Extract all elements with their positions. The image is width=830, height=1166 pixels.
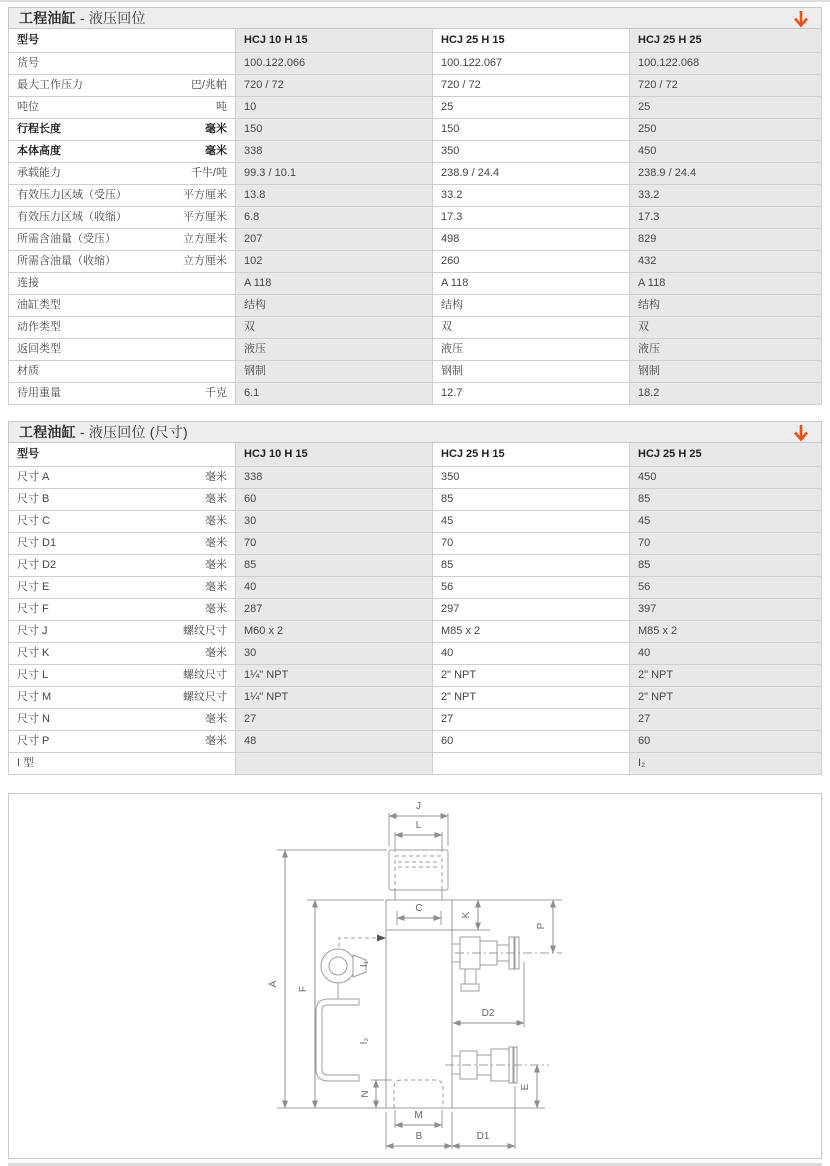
table-row (9, 467, 822, 489)
table-row (9, 533, 822, 555)
row-label: 材质 (17, 365, 39, 377)
table-row (9, 665, 822, 687)
cell-value: 48 (236, 731, 433, 753)
spec-table (8, 28, 822, 405)
model-header: HCJ 25 H 25 (630, 443, 822, 467)
row-unit: 千克 (205, 387, 227, 399)
row-unit: 螺纹尺寸 (183, 669, 227, 681)
cell-value: 18.2 (630, 383, 822, 405)
table-row (9, 643, 822, 665)
table-row (9, 361, 822, 383)
row-label-cell (9, 577, 236, 599)
plunger-neck (395, 890, 442, 900)
table-header-row (9, 29, 822, 53)
cell-value: 297 (433, 599, 630, 621)
table-row (9, 53, 822, 75)
row-label: 尺寸 P (17, 735, 50, 747)
row-label-cell (9, 361, 236, 383)
cell-value: 结构 (433, 295, 630, 317)
model-column-header: 型号 (9, 443, 236, 467)
row-label: 油缸类型 (17, 299, 61, 311)
cell-value: 450 (630, 467, 822, 489)
row-label: 尺寸 F (17, 603, 49, 615)
table-row (9, 273, 822, 295)
cell-value: 27 (236, 709, 433, 731)
section-title-variant: - 液压回位 (75, 10, 146, 26)
cell-value: 498 (433, 229, 630, 251)
row-label: 承载能力 (17, 167, 61, 179)
row-label-cell (9, 467, 236, 489)
cell-value: M85 x 2 (630, 621, 822, 643)
cell-value: 102 (236, 251, 433, 273)
table-row (9, 731, 822, 753)
row-label: 尺寸 B (17, 493, 50, 505)
cell-value: 40 (433, 643, 630, 665)
row-unit: 巴/兆帕 (190, 79, 227, 91)
callout-label-i2: I₂ (359, 1037, 370, 1045)
row-label: 尺寸 M (17, 691, 52, 703)
row-label: 尺寸 D1 (17, 537, 57, 549)
table-row (9, 511, 822, 533)
row-unit: 立方厘米 (183, 255, 227, 267)
row-label-cell (9, 75, 236, 97)
cell-value: 30 (236, 511, 433, 533)
row-label: 尺寸 L (17, 669, 49, 681)
row-label: I 型 (17, 757, 35, 769)
row-label: 所需含油量（受压） (17, 233, 116, 245)
table-row (9, 383, 822, 405)
cell-value: 829 (630, 229, 822, 251)
handle (319, 1002, 359, 1078)
cell-value: 450 (630, 141, 822, 163)
row-label-cell (9, 185, 236, 207)
row-label: 有效压力区域（收缩） (17, 211, 127, 223)
row-label-cell (9, 339, 236, 361)
cell-value: 钢制 (433, 361, 630, 383)
row-label-cell (9, 643, 236, 665)
cell-value: A 118 (236, 273, 433, 295)
cell-value: 56 (433, 577, 630, 599)
cell-value: 双 (630, 317, 822, 339)
table-row (9, 489, 822, 511)
cell-value: 6.1 (236, 383, 433, 405)
row-label-cell (9, 163, 236, 185)
table-row (9, 75, 822, 97)
spec-section-header (8, 7, 822, 29)
cell-value: 85 (433, 555, 630, 577)
dim-label-j: J (416, 801, 421, 812)
leader-arrow (377, 935, 386, 942)
cell-value: 1¼" NPT (236, 665, 433, 687)
cell-value: 60 (433, 731, 630, 753)
row-label-cell (9, 97, 236, 119)
page-top-divider (0, 0, 830, 2)
table-row (9, 163, 822, 185)
row-label: 最大工作压力 (17, 79, 83, 91)
cell-value: 17.3 (630, 207, 822, 229)
dimensions-section-header (8, 421, 822, 443)
row-unit: 平方厘米 (183, 189, 227, 201)
table-row (9, 687, 822, 709)
callout-label-i1: I₁ (359, 960, 370, 968)
table-row (9, 295, 822, 317)
row-label: 吨位 (17, 101, 39, 113)
cell-value: 338 (236, 467, 433, 489)
row-label: 尺寸 E (17, 581, 50, 593)
cell-value: 99.3 / 10.1 (236, 163, 433, 185)
row-label-cell (9, 251, 236, 273)
cell-value: 40 (630, 643, 822, 665)
cell-value: 100.122.067 (433, 53, 630, 75)
row-label-cell (9, 53, 236, 75)
cell-value: 100.122.066 (236, 53, 433, 75)
row-unit: 毫米 (205, 713, 227, 725)
dimension-diagram (8, 793, 822, 1159)
row-label-cell (9, 489, 236, 511)
row-unit: 毫米 (205, 471, 227, 483)
cell-value: 33.2 (433, 185, 630, 207)
cell-value: 60 (630, 731, 822, 753)
row-label: 返回类型 (17, 343, 61, 355)
row-label-cell (9, 229, 236, 251)
row-label: 待用重量 (17, 387, 61, 399)
cell-value: 2" NPT (433, 687, 630, 709)
cylinder-drawing (9, 794, 821, 1158)
cell-value: I₂ (630, 753, 822, 775)
row-unit: 毫米 (205, 581, 227, 593)
cell-value: 10 (236, 97, 433, 119)
jump-down-arrow-icon[interactable] (791, 8, 811, 30)
cell-value: A 118 (433, 273, 630, 295)
cell-value: A 118 (630, 273, 822, 295)
dim-label-m: M (414, 1110, 423, 1121)
cell-value: 45 (433, 511, 630, 533)
row-label-cell (9, 665, 236, 687)
table-row (9, 119, 822, 141)
row-label-cell (9, 273, 236, 295)
table-header-row (9, 443, 822, 467)
row-label-cell (9, 317, 236, 339)
row-label-cell (9, 687, 236, 709)
row-label-cell (9, 511, 236, 533)
cell-value: 70 (433, 533, 630, 555)
row-label-cell (9, 533, 236, 555)
table-row (9, 753, 822, 775)
cell-value (433, 753, 630, 775)
dim-label-e: E (520, 1083, 531, 1091)
cell-value: 260 (433, 251, 630, 273)
cell-value: 56 (630, 577, 822, 599)
cylinder-body (386, 900, 452, 1108)
cell-value: 1¼" NPT (236, 687, 433, 709)
row-unit: 立方厘米 (183, 233, 227, 245)
row-label: 行程长度 (17, 123, 61, 135)
table-row (9, 251, 822, 273)
dim-label-a: A (268, 980, 279, 988)
cell-value: 2" NPT (630, 665, 822, 687)
row-unit: 毫米 (205, 735, 227, 747)
dimensions-table (8, 442, 822, 775)
spec-section (8, 7, 822, 405)
row-unit: 毫米 (205, 493, 227, 505)
cell-value: 45 (630, 511, 822, 533)
model-header: HCJ 10 H 15 (236, 29, 433, 53)
model-header: HCJ 10 H 15 (236, 443, 433, 467)
cell-value: 85 (630, 555, 822, 577)
row-label-cell (9, 621, 236, 643)
row-label-cell (9, 731, 236, 753)
cell-value: 397 (630, 599, 822, 621)
row-unit: 毫米 (205, 559, 227, 571)
row-label: 所需含油量（收缩） (17, 255, 116, 267)
cell-value: 液压 (630, 339, 822, 361)
table-row (9, 97, 822, 119)
table-row (9, 141, 822, 163)
cell-value: M60 x 2 (236, 621, 433, 643)
row-label: 尺寸 K (17, 647, 50, 659)
table-row (9, 229, 822, 251)
section-title (19, 8, 146, 28)
table-row (9, 207, 822, 229)
cell-value: 720 / 72 (433, 75, 630, 97)
table-row (9, 621, 822, 643)
table-row (9, 339, 822, 361)
row-unit: 毫米 (205, 603, 227, 615)
cell-value: 25 (630, 97, 822, 119)
row-label: 动作类型 (17, 321, 61, 333)
cell-value: 双 (433, 317, 630, 339)
cell-value: 液压 (236, 339, 433, 361)
section-title-product: 工程油缸 (19, 10, 76, 26)
row-unit: 吨 (216, 101, 227, 113)
dim-label-f: F (298, 985, 309, 993)
cell-value: 85 (630, 489, 822, 511)
datasheet-page (8, 7, 822, 1166)
table-row (9, 577, 822, 599)
cell-value: 钢制 (236, 361, 433, 383)
cell-value: 720 / 72 (630, 75, 822, 97)
row-unit: 螺纹尺寸 (183, 691, 227, 703)
row-label-cell (9, 119, 236, 141)
row-unit: 平方厘米 (183, 211, 227, 223)
cell-value: 13.8 (236, 185, 433, 207)
row-unit: 螺纹尺寸 (183, 625, 227, 637)
section-title-product: 工程油缸 (19, 424, 76, 440)
cell-value: 33.2 (630, 185, 822, 207)
cell-value: 结构 (236, 295, 433, 317)
section-title-variant: - 液压回位 (尺寸) (75, 424, 188, 440)
cell-value: 150 (236, 119, 433, 141)
row-unit: 毫米 (205, 537, 227, 549)
row-label-cell (9, 709, 236, 731)
row-label-cell (9, 599, 236, 621)
cell-value: 70 (236, 533, 433, 555)
cell-value: 70 (630, 533, 822, 555)
cell-value: 238.9 / 24.4 (433, 163, 630, 185)
row-label: 本体高度 (17, 145, 61, 157)
dim-label-p: P (536, 922, 547, 930)
cell-value: 150 (433, 119, 630, 141)
cell-value: 17.3 (433, 207, 630, 229)
cell-value: 85 (433, 489, 630, 511)
cell-value: 100.122.068 (630, 53, 822, 75)
section-title (19, 422, 188, 442)
row-unit: 千牛/吨 (190, 167, 227, 179)
row-label-cell (9, 555, 236, 577)
cell-value: 287 (236, 599, 433, 621)
cell-value: 250 (630, 119, 822, 141)
cell-value: 40 (236, 577, 433, 599)
row-label-cell (9, 295, 236, 317)
table-row (9, 709, 822, 731)
row-label: 有效压力区域（受压） (17, 189, 127, 201)
cell-value: 207 (236, 229, 433, 251)
row-label-cell (9, 207, 236, 229)
cell-value: 25 (433, 97, 630, 119)
cell-value: 液压 (433, 339, 630, 361)
row-label-cell (9, 141, 236, 163)
table-row (9, 555, 822, 577)
cell-value: 27 (433, 709, 630, 731)
cell-value: 350 (433, 141, 630, 163)
cell-value: 338 (236, 141, 433, 163)
cell-value: 结构 (630, 295, 822, 317)
row-label: 尺寸 A (17, 471, 50, 483)
row-label-cell (9, 753, 236, 775)
cell-value: 27 (630, 709, 822, 731)
table-row (9, 185, 822, 207)
dim-label-k: K (461, 911, 472, 919)
cell-value: 85 (236, 555, 433, 577)
cell-value: 2" NPT (433, 665, 630, 687)
row-label: 连接 (17, 277, 39, 289)
model-header: HCJ 25 H 15 (433, 443, 630, 467)
cell-value: 2" NPT (630, 687, 822, 709)
row-label: 尺寸 D2 (17, 559, 57, 571)
cell-value: 12.7 (433, 383, 630, 405)
model-header: HCJ 25 H 15 (433, 29, 630, 53)
cell-value: M85 x 2 (433, 621, 630, 643)
row-label: 尺寸 J (17, 625, 48, 637)
table-row (9, 317, 822, 339)
row-unit: 毫米 (205, 515, 227, 527)
row-label: 货号 (17, 57, 39, 69)
dim-label-d2: D2 (481, 1008, 495, 1019)
cell-value: 432 (630, 251, 822, 273)
dim-label-b: B (415, 1131, 423, 1142)
cell-value: 720 / 72 (236, 75, 433, 97)
upper-coupler (452, 937, 519, 991)
cell-value: 60 (236, 489, 433, 511)
table-row (9, 599, 822, 621)
dim-label-c: C (415, 903, 423, 914)
cell-value: 钢制 (630, 361, 822, 383)
cell-value: 6.8 (236, 207, 433, 229)
model-header: HCJ 25 H 25 (630, 29, 822, 53)
row-label: 尺寸 C (17, 515, 50, 527)
cell-value: 双 (236, 317, 433, 339)
row-unit: 毫米 (205, 123, 227, 135)
row-label-cell (9, 383, 236, 405)
dim-label-n: N (360, 1090, 371, 1098)
dim-label-d1: D1 (476, 1131, 490, 1142)
row-unit: 毫米 (205, 145, 227, 157)
cell-value: 30 (236, 643, 433, 665)
dimensions-section (8, 421, 822, 775)
jump-down-arrow-icon[interactable] (791, 422, 811, 444)
dim-label-l: L (415, 820, 422, 831)
cell-value (236, 753, 433, 775)
cell-value: 350 (433, 467, 630, 489)
cell-value: 238.9 / 24.4 (630, 163, 822, 185)
row-label: 尺寸 N (17, 713, 50, 725)
model-column-header: 型号 (9, 29, 236, 53)
row-unit: 毫米 (205, 647, 227, 659)
